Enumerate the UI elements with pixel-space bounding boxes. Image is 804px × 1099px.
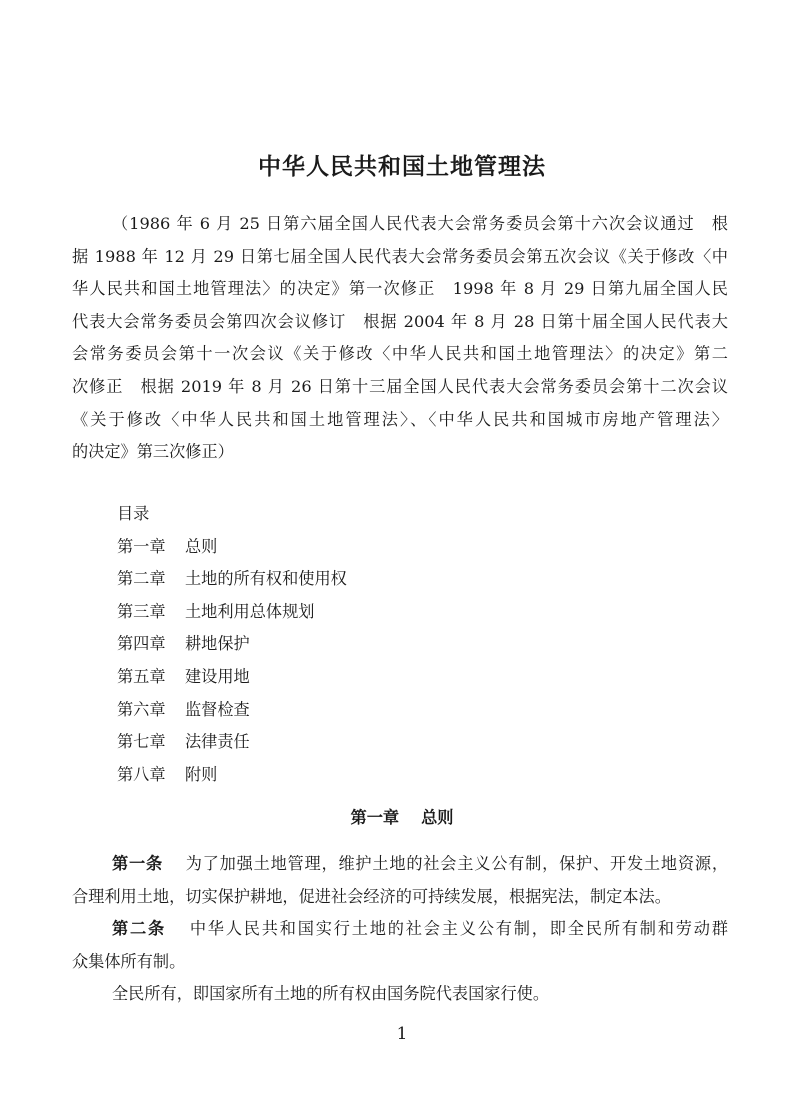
- toc-item[interactable]: [117, 628, 347, 661]
- toc-chapter-number: 第七章: [117, 732, 166, 752]
- enactment-history: [72, 208, 728, 469]
- toc-chapter-number: 第五章: [117, 666, 166, 686]
- toc-chapter-number: 第一章: [117, 536, 166, 556]
- toc-chapter-number: 第四章: [117, 634, 166, 654]
- toc-chapter-title: 总则: [185, 536, 218, 556]
- toc-item[interactable]: [117, 694, 347, 727]
- article-text: 为了加强土地管理，维护土地的社会主义公有制，保护、开发土地资源，: [184, 854, 729, 873]
- article-text: 中华人民共和国实行土地的社会主义公有制，即全民所有制和劳动群: [188, 919, 728, 939]
- page-number: 1: [396, 1024, 408, 1044]
- toc-chapter-title: 附则: [185, 764, 218, 784]
- toc-chapter-title: 耕地保护: [185, 634, 250, 654]
- article-paragraph: 全民所有，即国家所有土地的所有权由国务院代表国家行使。: [112, 984, 550, 1004]
- document-title: 中华人民共和国土地管理法: [258, 154, 546, 180]
- table-of-contents: [117, 498, 347, 791]
- history-line: 的决定》第三次修正）: [72, 442, 234, 462]
- articles-body: [72, 848, 728, 1011]
- toc-chapter-number: 第二章: [117, 569, 166, 589]
- chapter-number: 第一章: [350, 808, 400, 827]
- history-line: 华人民共和国土地管理法〉的决定》第一次修正 1998 年 8 月 29 日第九届全国人民: [72, 279, 728, 299]
- chapter-title: 总则: [421, 808, 454, 827]
- article-text: 合理利用土地，切实保护耕地，促进社会经济的可持续发展，根据宪法，制定本法。: [72, 886, 671, 906]
- article-label: 第二条: [112, 919, 166, 939]
- toc-chapter-number: 第三章: [117, 601, 166, 621]
- article-label: 第一条: [112, 854, 163, 873]
- toc-chapter-title: 土地利用总体规划: [185, 601, 315, 621]
- toc-item[interactable]: [117, 531, 347, 564]
- history-line: （1986 年 6 月 25 日第六届全国人民代表大会常务委员会第十六次会议通过 根: [112, 214, 728, 233]
- toc-item[interactable]: [117, 596, 347, 629]
- article-paragraph: [72, 848, 728, 881]
- toc-chapter-title: 监督检查: [185, 699, 250, 719]
- toc-chapter-title: 建设用地: [185, 666, 250, 686]
- history-line: 次修正 根据 2019 年 8 月 26 日第十三届全国人民代表大会常务委员会第十二次会议: [72, 376, 728, 396]
- toc-item[interactable]: [117, 759, 347, 792]
- history-line: 据 1988 年 12 月 29 日第七届全国人民代表大会常务委员会第五次会议《关于修改〈中: [72, 246, 728, 266]
- toc-item[interactable]: [117, 563, 347, 596]
- toc-chapter-number: 第八章: [117, 764, 166, 784]
- toc-item[interactable]: [117, 661, 347, 694]
- toc-item[interactable]: [117, 726, 347, 759]
- toc-chapter-title: 土地的所有权和使用权: [185, 569, 347, 589]
- history-line: 会常务委员会第十一次会议《关于修改〈中华人民共和国土地管理法〉的决定》第二: [72, 344, 728, 364]
- article-paragraph: [72, 913, 728, 946]
- toc-heading: 目录: [117, 504, 150, 523]
- history-line: 代表大会常务委员会第四次会议修订 根据 2004 年 8 月 28 日第十届全国人民代表大: [72, 311, 728, 331]
- article-text: 众集体所有制。: [72, 951, 186, 971]
- chapter-heading: [0, 804, 804, 828]
- toc-chapter-number: 第六章: [117, 699, 166, 719]
- history-line: 《关于修改〈中华人民共和国土地管理法〉、〈中华人民共和国城市房地产管理法〉: [72, 409, 728, 429]
- toc-chapter-title: 法律责任: [185, 732, 250, 752]
